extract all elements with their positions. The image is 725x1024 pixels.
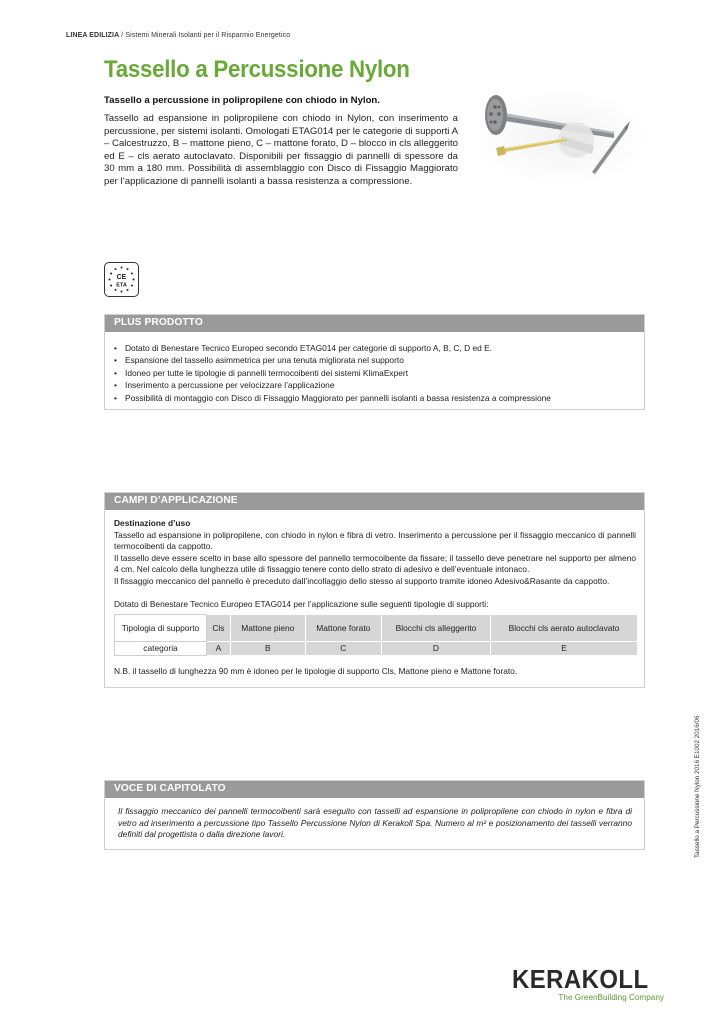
table-header-cell: Cls: [207, 615, 231, 642]
product-photo: [474, 88, 650, 188]
logo-tagline: The GreenBuilding Company: [558, 993, 664, 1002]
table-header-cell: Blocchi cls aerato autoclavato: [491, 615, 638, 642]
table-cell: C: [305, 642, 381, 656]
breadcrumb-section: LINEA EDILIZIA: [66, 32, 120, 39]
table-cell: A: [207, 642, 231, 656]
voce-capitolato-text: Il fissaggio meccanico dei pannelli termocoibenti sarà eseguito con tasselli ad espansione in polipropilene con chiodo in nylon e fibra di vetro ad inserimento a percussione tipo Tassello Percussione Nylon di Kerakoll Spa. Numero al m² e posizionamento dei tasselli verranno definiti dal progettista o dalla direzione lavori.: [118, 806, 632, 840]
breadcrumb-separator: /: [119, 32, 126, 39]
eta-mark: ETA: [116, 282, 127, 289]
ce-eta-certification-icon: [104, 262, 139, 297]
breadcrumb: [66, 32, 290, 39]
table-cell: B: [230, 642, 305, 656]
table-row-label: Tipologia di supporto: [115, 615, 207, 642]
table-note: N.B. il tassello di lunghezza 90 mm è idoneo per le tipologie di supporto Cls, Mattone pieno e Mattone forato.: [114, 666, 518, 677]
plus-list: [114, 342, 636, 404]
list-item: • Espansione del tassello asimmetrica per una tenuta migliorata nel supporto: [114, 354, 636, 366]
page-title: Tassello a Percussione Nylon: [104, 56, 410, 83]
list-item: • Inserimento a percussione per velocizzare l’applicazione: [114, 379, 636, 391]
list-item: • Dotato di Benestare Tecnico Europeo secondo ETAG014 per categorie di supporto A, B, C, D ed E.: [114, 342, 636, 354]
destinazione-paragraph: Il tassello deve essere scelto in base allo spessore del pannello termocoibente da fissare; il tassello deve penetrare nel supporto per almeno 4 cm. Nel calcolo della lunghezza utile di fissaggio tenere conto dello strato di adesivo e dell’eventuale intonaco.: [114, 552, 636, 575]
breadcrumb-path: Sistemi Minerali Isolanti per il Risparmio Energetico: [125, 32, 291, 39]
table-cell: D: [381, 642, 490, 656]
supports-table: [114, 614, 638, 656]
campi-applicazione-heading: CAMPI D’APPLICAZIONE: [105, 493, 644, 510]
table-row: [115, 615, 638, 642]
list-item: • Possibilità di montaggio con Disco di Fissaggio Maggiorato per pannelli isolanti a bassa resistenza a compressione: [114, 392, 636, 404]
logo-wordmark: KERAKOLL: [512, 964, 649, 994]
table-row: [115, 642, 638, 656]
table-intro: Dotato di Benestare Tecnico Europeo ETAG014 per l’applicazione sulle seguenti tipologie di supporti:: [114, 598, 489, 609]
destinazione-paragraph: Il fissaggio meccanico del pannello è preceduto dall’incollaggio dello stesso al supporto tramite idoneo Adesivo&Rasante da cappotto.: [114, 575, 610, 586]
destinazione-title: Destinazione d’uso: [114, 518, 191, 528]
destinazione-paragraph: Tassello ad espansione in polipropilene, con chiodo in nylon e fibra di vetro. Inserimento a percussione per il fissaggio meccanico di pannelli termocoibenti da cappotto.: [114, 529, 636, 552]
ce-mark: CE: [116, 274, 127, 281]
table-header-cell: Mattone forato: [305, 615, 381, 642]
table-header-cell: Blocchi cls alleggerito: [381, 615, 490, 642]
eu-stars-icon: [105, 263, 138, 296]
product-description: Tassello ad espansione in polipropilene con chiodo in Nylon, con inserimento a percussione, per sistemi isolanti. Omologati ETAG014 per le categorie di supporti A – Calcestruzzo, B – mattone pieno, C – mattone forato, D – blocco in cls alleggerito ed E – cls aerato autoclavato. Disponibili per fissaggio di pannelli di spessore da 30 mm a 180 mm. Possibilità di assemblaggio con Disco di Fissaggio Maggiorato per l’applicazione di pannelli isolanti a bassa resistenza a compressione.: [104, 113, 458, 187]
plus-prodotto-panel: [104, 314, 645, 410]
table-header-cell: Mattone pieno: [230, 615, 305, 642]
campi-applicazione-panel: [104, 492, 645, 688]
table-cell: E: [491, 642, 638, 656]
kerakoll-logo: [512, 964, 664, 1004]
document-code: Tassello a Percussione Nylon 2016 E1002 2016/06: [694, 715, 701, 858]
product-subtitle: Tassello a percussione in polipropilene con chiodo in Nylon.: [104, 95, 380, 106]
voce-capitolato-panel: [104, 780, 645, 850]
plus-prodotto-heading: PLUS PRODOTTO: [105, 315, 644, 332]
voce-capitolato-heading: VOCE DI CAPITOLATO: [105, 781, 644, 798]
list-item: • Idoneo per tutte le tipologie di pannelli termocoibenti dei sistemi KlimaExpert: [114, 367, 636, 379]
table-row-label: categoria: [115, 642, 207, 656]
